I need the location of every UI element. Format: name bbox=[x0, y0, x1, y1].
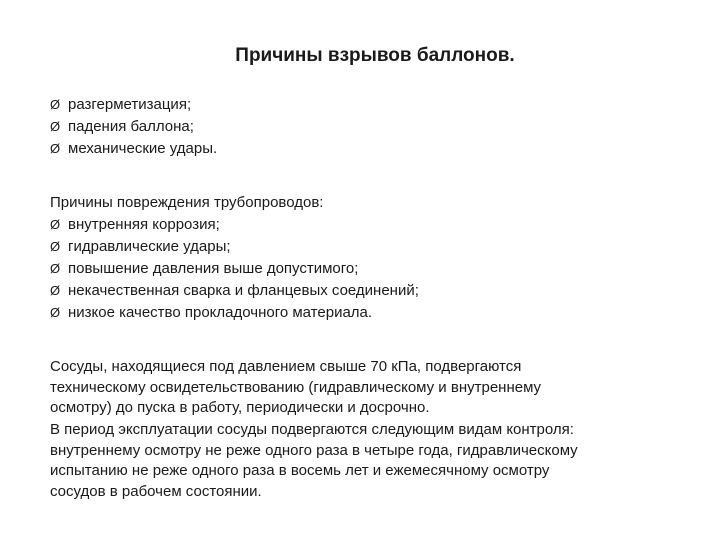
paragraph-line: В период эксплуатации сосуды подвергаются следующим видам контроля: bbox=[50, 421, 574, 438]
list-item-text: внутренняя коррозия; bbox=[68, 216, 220, 233]
list-item bbox=[50, 302, 690, 324]
list-item-text: повышение давления выше допустимого; bbox=[68, 260, 359, 277]
list-item-text: низкое качество прокладочного материала. bbox=[68, 304, 373, 321]
arrow-bullet-icon: Ø bbox=[50, 305, 61, 320]
section-heading: Причины повреждения трубопроводов: bbox=[50, 194, 324, 211]
arrow-bullet-icon: Ø bbox=[50, 261, 61, 276]
paragraph-line: техническому освидетельствованию (гидравлическому и внутреннему bbox=[50, 378, 542, 396]
list-item bbox=[50, 258, 690, 280]
paragraph-line: внутреннему осмотру не реже одного раза в четыре года, гидравлическому bbox=[50, 441, 578, 459]
list-item-text: гидравлические удары; bbox=[68, 238, 231, 255]
list-item-text: некачественная сварка и фланцевых соединений; bbox=[68, 282, 419, 299]
list-item bbox=[50, 214, 690, 236]
list-item-text: механические удары. bbox=[68, 140, 218, 157]
arrow-bullet-icon: Ø bbox=[50, 283, 61, 298]
list-item bbox=[50, 94, 690, 116]
paragraph-line: сосудов в рабочем состоянии. bbox=[50, 482, 262, 500]
page-title: Причины взрывов баллонов. bbox=[235, 45, 515, 66]
arrow-bullet-icon: Ø bbox=[50, 119, 61, 134]
paragraph-line: испытанию не реже одного раза в восемь лет и ежемесячному осмотру bbox=[50, 462, 550, 479]
arrow-bullet-icon: Ø bbox=[50, 97, 61, 112]
control-paragraph bbox=[50, 420, 690, 502]
list-item bbox=[50, 280, 690, 302]
list-item bbox=[50, 236, 690, 258]
paragraph-line: Сосуды, находящиеся под давлением свыше 70 кПа, подвергаются bbox=[50, 358, 522, 375]
list-item bbox=[50, 116, 690, 138]
paragraph-line: осмотру) до пуска в работу, периодически и досрочно. bbox=[50, 399, 430, 416]
explosion-causes-list bbox=[50, 94, 690, 160]
arrow-bullet-icon: Ø bbox=[50, 239, 61, 254]
arrow-bullet-icon: Ø bbox=[50, 217, 61, 232]
inspection-paragraph bbox=[50, 357, 690, 419]
arrow-bullet-icon: Ø bbox=[50, 141, 61, 156]
pipeline-causes-section bbox=[50, 192, 690, 324]
list-item-text: падения баллона; bbox=[68, 118, 194, 135]
list-item-text: разгерметизация; bbox=[68, 96, 192, 113]
list-item bbox=[50, 138, 690, 160]
